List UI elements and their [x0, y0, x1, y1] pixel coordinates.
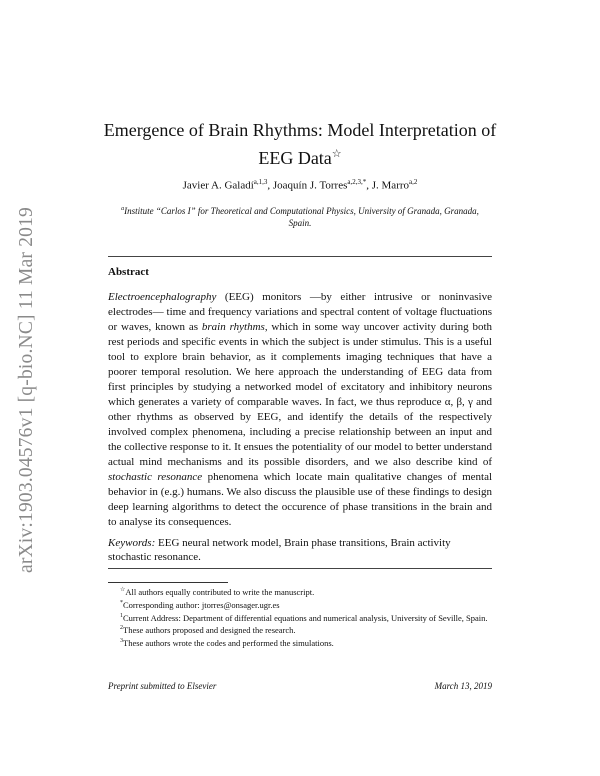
author-3-affil: a,2 — [409, 178, 418, 186]
footnote-mark: * — [120, 599, 123, 606]
affiliation-text: Institute “Carlos I” for Theoretical and Computational Physics, University of Granada, Granada, Spain. — [124, 206, 479, 228]
abstract-italic-term: Electroencephalography — [108, 291, 217, 303]
author-3: J. Marro — [371, 179, 410, 192]
title-line-1: Emergence of Brain Rhythms: Model Interpretation of — [103, 120, 497, 140]
footnote — [108, 623, 492, 636]
abstract-italic-term: brain rhythms — [201, 321, 265, 333]
author-separator: , — [366, 179, 372, 192]
author-2: Joaquín J. Torres — [272, 179, 348, 192]
author-2-affil: a,2,3,* — [347, 178, 367, 186]
abstract-heading: Abstract — [108, 266, 149, 278]
author-separator: , — [267, 179, 273, 192]
abstract-bottom-rule — [108, 568, 492, 569]
footnote-mark: 2 — [120, 625, 123, 632]
paper-title — [100, 118, 500, 170]
footnote-mark: ☆ — [120, 587, 126, 593]
abstract-body — [108, 290, 492, 530]
footnote-text: Current Address: Department of differential equations and numerical analysis, University of Seville, Spain. — [123, 612, 488, 623]
footer-date: March 13, 2019 — [434, 681, 492, 691]
abstract-text: (EEG) monitors —by either intrusive or noninvasive electrodes— time and frequency variations and spectral content of voltage fluctuations or waves, known as — [108, 291, 492, 333]
title-star-mark: ☆ — [331, 148, 342, 160]
footnote — [108, 585, 492, 598]
title-line-2: EEG Data — [258, 148, 332, 168]
author-list — [100, 178, 500, 192]
footnote-text: All authors equally contributed to write the manuscript. — [125, 586, 315, 597]
footnote — [108, 611, 492, 624]
footnote — [108, 598, 492, 611]
footnote — [108, 636, 492, 649]
footer-preprint-note: Preprint submitted to Elsevier — [108, 681, 217, 691]
author-1-affil: a,1,3 — [253, 178, 268, 186]
abstract-text: , which in some way uncover activity during both rest periods and specific events in which the subject is under stimulus. This is a useful tool to explore brain behavior, as it complements imaging techniques that have a poorer temporal resolution. We here approach the understanding of EEG data from first principles by studying a networked model of excitatory and inhibitory neurons which generates a variety of comparable waves. In fact, we thus reproduce α, β, γ and other rhythms as observed by EEG, and identify the details of the respectively involved complex phenomena, including a precise relationship between an input and the collective response to it. It ensues the potentiality of our model to better understand actual mind mechanisms and its possible disorders, and we also describe kind of — [108, 321, 492, 468]
footnote-text: These authors wrote the codes and performed the simulations. — [123, 638, 334, 649]
arxiv-stamp-text: arXiv:1903.04576v1 [q-bio.NC] 11 Mar 2019 — [16, 206, 37, 574]
footnote-rule — [108, 582, 228, 583]
affiliation — [110, 203, 490, 229]
keywords — [108, 536, 492, 564]
abstract-top-rule — [108, 256, 492, 257]
keywords-text: EEG neural network model, Brain phase transitions, Brain activity stochastic resonance. — [108, 537, 451, 563]
footnote-text: These authors proposed and designed the research. — [123, 625, 296, 636]
abstract-text: phenomena which locate main qualitative changes of mental behavior in (e.g.) humans. We also discuss the plausible use of these findings to design deep learning algorithms to detect the occurence of phase transitions in the brain and to analyse its consequences. — [108, 471, 493, 528]
footnote-mark: 1 — [120, 612, 123, 619]
footnote-mark: 3 — [120, 638, 123, 645]
footnotes — [108, 582, 492, 649]
abstract-italic-term: stochastic resonance — [108, 471, 203, 483]
affiliation-mark: a — [121, 206, 125, 212]
arxiv-stamp — [13, 180, 41, 600]
footnote-text: Corresponding author: jtorres@onsager.ugr.es — [123, 599, 280, 610]
author-1: Javier A. Galadí — [182, 179, 254, 192]
keywords-label: Keywords: — [108, 537, 156, 549]
